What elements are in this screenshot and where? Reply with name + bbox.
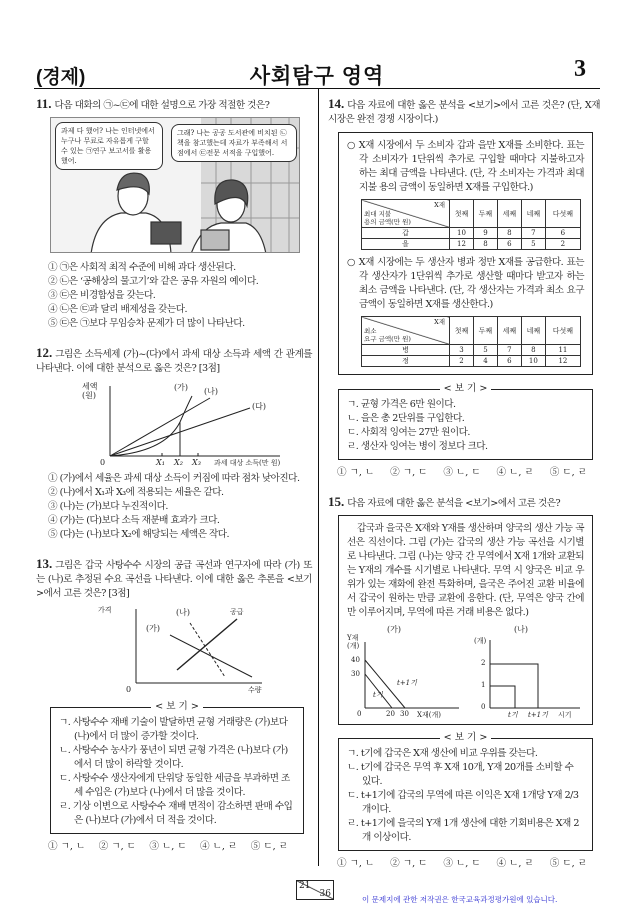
page-indicator (296, 880, 334, 900)
cartoon-illustration (50, 117, 300, 253)
question-13-choices (48, 840, 288, 854)
x-axis-label: 과세 대상 소득(만 원) (214, 459, 281, 467)
question-text: 다음 자료에 대한 옳은 분석을 <보기>에서 고른 것은? (단, X재 시장은 완전 경쟁 시장이다.) (328, 100, 600, 125)
column-header: 첫째 (450, 317, 474, 345)
choice-4[interactable]: ④ ㄴ, ㄹ (200, 841, 238, 852)
question-12-graph (80, 382, 300, 468)
cell: 7 (521, 228, 545, 239)
y-tick: 2 (481, 659, 486, 667)
cell: 8 (497, 228, 521, 239)
question-14-data-box (338, 132, 593, 375)
question-13-stem (36, 556, 312, 601)
curve-label: (다) (252, 402, 266, 411)
question-number: 14. (328, 96, 345, 111)
choice-2[interactable]: ② (나)에서 X₁과 X₃에 적용되는 세율은 같다. (48, 487, 224, 498)
choice-3[interactable]: ③ (나)는 (가)보다 누진적이다. (48, 501, 168, 512)
row-label: 을 (362, 239, 450, 250)
question-text: 다음 대화의 ㉠~㉢에 대한 설명으로 가장 적절한 것은? (54, 100, 270, 111)
x-tick: X₃ (192, 458, 201, 467)
cell: 9 (473, 228, 497, 239)
question-number: 12. (36, 345, 53, 360)
producer-table (361, 316, 581, 367)
y-tick: 30 (351, 670, 360, 678)
y-axis-label: 세액 (원) (82, 382, 98, 400)
copyright-notice: 이 문제지에 관한 저작권은 한국교육과정평가원에 있습니다. (362, 895, 558, 904)
question-number: 11. (36, 96, 52, 111)
curve-label: (나) (204, 387, 218, 396)
header-rule (34, 88, 600, 89)
producer-paragraph: ○ X재 시장에는 두 생산자 병과 정만 X재를 공급한다. 표는 각 생산자가 1단위씩 추가로 생산할 때마다 받고자 하는 최소 금액을 나타낸다. (단, 각 생산자는 가격과 최소 요구 금액이 동일하면 X재를 생산한다.) (347, 257, 584, 310)
corner-top: X재 (434, 201, 445, 209)
choice-1[interactable]: ① ㄱ, ㄴ (337, 467, 375, 478)
page-title: 사회탐구 영역 (249, 65, 385, 88)
x-axis-label: 시기 (558, 711, 572, 719)
choice-4[interactable]: ④ ㉡은 ㉢과 달리 배제성을 갖는다. (48, 304, 188, 315)
cell: 11 (545, 345, 580, 356)
question-14-choices (337, 466, 587, 480)
bogi-item: ㄴ. t기에 갑국은 무역 후 X재 10개, Y재 20개를 소비할 수 있다. (347, 762, 574, 787)
choice-1[interactable]: ① ㉠은 사회적 최적 수준에 비해 과다 생산된다. (48, 262, 236, 273)
column-header: 두째 (473, 317, 497, 345)
line-label: t기 (373, 691, 383, 699)
choice-5[interactable]: ⑤ ㄷ, ㄹ (549, 467, 587, 478)
table-row (362, 345, 581, 356)
x-tick: X₁ (156, 458, 165, 467)
question-text: 그림은 소득세제 (가)~(다)에서 과세 대상 소득과 세액 간 관계를 나타낸다. 이에 대한 분석으로 옳은 것은? [3점] (36, 349, 312, 374)
column-header: 다섯째 (545, 317, 580, 345)
x-axis-label: 수량 (248, 686, 262, 694)
y-tick: 1 (481, 681, 486, 689)
table-corner (362, 200, 450, 228)
question-13-bogi-box (50, 701, 304, 834)
question-15-choices (337, 857, 587, 871)
cell: 2 (545, 239, 580, 250)
total-pages: 36 (319, 889, 331, 899)
question-15-data-box (338, 515, 593, 725)
curve-label: (가) (174, 383, 188, 392)
question-number: 15. (328, 494, 345, 509)
origin-label: 0 (357, 710, 362, 718)
column-header: 첫째 (450, 200, 474, 228)
question-15-bogi-box (338, 732, 593, 851)
cell: 10 (521, 356, 545, 367)
bogi-title: < 보 기 > (440, 383, 492, 394)
choice-5[interactable]: ⑤ (다)는 (나)보다 X₂에 해당되는 세액은 작다. (48, 529, 230, 540)
choice-1[interactable]: ① (가)에서 세율은 과세 대상 소득이 커짐에 따라 점차 낮아진다. (48, 473, 300, 484)
graph-ga (347, 624, 467, 720)
x-axis-label: X재(개) (417, 711, 441, 719)
demand-na-line (190, 623, 225, 677)
ppc-lines (347, 624, 467, 720)
cell: 2 (450, 356, 474, 367)
question-number: 13. (36, 556, 53, 571)
cell: 6 (545, 228, 580, 239)
table-corner (362, 317, 450, 345)
scenario-paragraph: 갑국과 을국은 X재와 Y재를 생산하며 양국의 생산 가능 곡선은 직선이다. 그림 (가)는 갑국의 생산 가능 곡선을 시기별로 나타낸다. 그림 (나)는 양국 간 무역에서 X재 1개와 교환되는 Y재의 개수를 시기별로 나타낸다. 무역 시 양국은 비교 우위가 있는 재화에 완전 특화하며, 을국은 주어진 교환 비율에서 갑국이 원하는 만큼 교환에 응한다. (단, 무역은 양국 간에만 이루어지며, 무역에 따른 거래 비용은 없다.) (347, 523, 584, 618)
consumer-paragraph: ○ X재 시장에서 두 소비자 갑과 을만 X재를 소비한다. 표는 각 소비자가 1단위씩 추가로 구입할 때마다 지불하고자 하는 최대 금액을 나타낸다. (단, 각 소비자는 가격과 최대 지불 용의 금액이 동일하면 X재를 구입한다.) (347, 140, 584, 193)
choice-2[interactable]: ② ㉡은 ‘공해상의 물고기’와 같은 공유 자원의 예이다. (48, 276, 259, 287)
current-page: 21 (299, 881, 311, 891)
tax-curves (80, 382, 300, 468)
origin-label: 0 (126, 685, 132, 694)
choice-4[interactable]: ④ ㄴ, ㄹ (496, 467, 534, 478)
column-header: 다섯째 (545, 200, 580, 228)
right-column (328, 96, 600, 871)
y-axis-label: 가격 (98, 606, 112, 614)
choice-2[interactable]: ② ㄱ, ㄷ (98, 841, 136, 852)
choice-1[interactable]: ① ㄱ, ㄴ (337, 858, 375, 869)
cell: 8 (473, 239, 497, 250)
demand-b-label: (나) (176, 608, 190, 617)
speech-bubble-left: 과제 다 했어? 나는 인터넷에서 누구나 무료로 자유롭게 구할 수 있는 ㉠연구 보고서를 활용했어. (55, 122, 163, 170)
subject-label: (경제) (36, 67, 86, 88)
left-column (36, 96, 312, 854)
x-tick: 30 (400, 710, 409, 718)
graph-title: (가) (387, 625, 401, 634)
question-text: 다음 자료에 대한 옳은 분석을 <보기>에서 고른 것은? (347, 498, 561, 509)
question-11-choices (48, 261, 312, 331)
speech-bubble-right: 그래? 나는 공공 도서관에 비치된 ㉡책을 참고했는데 자료가 부족해서 서점에서 ㉢전문 서적을 구입했어. (171, 124, 297, 162)
choice-3[interactable]: ③ ㄴ, ㄷ (443, 467, 481, 478)
supply-label: 공급 (230, 608, 244, 616)
exchange-rate-bars (474, 624, 584, 720)
question-13-graph (98, 605, 272, 695)
supply-demand-lines (112, 605, 272, 695)
graph-na (474, 624, 584, 720)
cell: 7 (497, 345, 521, 356)
y-tick: 40 (351, 656, 360, 664)
table-row (362, 239, 581, 250)
question-15-stem (328, 494, 600, 511)
row-label: 갑 (362, 228, 450, 239)
column-header: 두째 (473, 200, 497, 228)
column-header: 네째 (521, 200, 545, 228)
column-header: 네째 (521, 317, 545, 345)
choice-5[interactable]: ⑤ ㄷ, ㄹ (250, 841, 288, 852)
y-tick: 0 (481, 703, 486, 711)
supply-line (177, 619, 237, 670)
column-header: 세째 (497, 317, 521, 345)
x-tick: X₂ (174, 458, 183, 467)
bogi-item: ㄴ. 사탕수수 농사가 풍년이 되면 균형 가격은 (나)보다 (가)에서 더 많이 하락할 것이다. (59, 745, 288, 770)
choice-3[interactable]: ③ ㄴ, ㄷ (443, 858, 481, 869)
table-row (362, 228, 581, 239)
bogi-item: ㄹ. 기상 이변으로 사탕수수 재배 면적이 감소하면 판매 수입은 (나)보다 (가)에서 더 적을 것이다. (59, 801, 293, 826)
corner-top: X재 (434, 318, 445, 326)
bogi-title: < 보 기 > (440, 732, 492, 743)
cell: 12 (450, 239, 474, 250)
column-divider (318, 88, 319, 866)
origin-label: 0 (100, 458, 106, 467)
x-tick: t기 (508, 711, 518, 719)
question-12-choices (48, 472, 312, 542)
bogi-item: ㄱ. 사탕수수 재배 기술이 발달하면 균형 거래량은 (가)보다 (나)에서 더 많이 증가할 것이다. (59, 717, 288, 742)
page-number: 3 (574, 56, 586, 82)
choice-2[interactable]: ② ㄱ, ㄷ (390, 858, 428, 869)
line-label: t+1기 (397, 679, 417, 687)
row-label: 병 (362, 345, 450, 356)
cell: 12 (545, 356, 580, 367)
question-14-stem (328, 96, 600, 127)
cell: 6 (497, 239, 521, 250)
question-14-bogi-box (338, 383, 593, 460)
question-12-stem (36, 345, 312, 376)
choice-5[interactable]: ⑤ ㉢은 ㉠보다 무임승차 문제가 더 많이 나타난다. (48, 318, 245, 329)
y-axis-label: (개) (474, 637, 487, 645)
graph-title: (나) (514, 625, 528, 634)
question-11-stem (36, 96, 312, 113)
choice-3[interactable]: ③ ㉢은 비경합성을 갖는다. (48, 290, 156, 301)
bogi-item: ㄷ. 사탕수수 생산자에게 단위당 동일한 세금을 부과하면 조세 수입은 (가)보다 (나)에서 더 많을 것이다. (59, 773, 290, 798)
x-tick: t+1기 (528, 711, 548, 719)
bogi-item: ㄴ. 을은 총 2단위를 구입한다. (347, 413, 465, 424)
bogi-item: ㄱ. 균형 가격은 6만 원이다. (347, 399, 456, 410)
rate-t (490, 686, 515, 708)
question-text: 그림은 갑국 사탕수수 시장의 공급 곡선과 연구자에 따라 (가) 또는 (나)로 추정된 수요 곡선을 나타낸다. 이에 대한 옳은 추론을 <보기>에서 고른 것은? [3점] (36, 560, 312, 599)
bogi-title: < 보 기 > (151, 701, 203, 712)
choice-2[interactable]: ② ㄱ, ㄷ (390, 467, 428, 478)
bogi-item: ㄷ. t+1기에 갑국의 무역에 따른 이익은 X재 1개당 Y재 2/3개이다. (347, 790, 579, 815)
bogi-item: ㄹ. t+1기에 을국의 Y재 1개 생산에 대한 기회비용은 X재 2개 이상이다. (347, 818, 579, 843)
y-axis-label: Y재 (개) (347, 634, 360, 650)
row-label: 정 (362, 356, 450, 367)
bogi-item: ㄹ. 생산자 잉여는 병이 정보다 크다. (347, 441, 488, 452)
choice-4[interactable]: ④ ㄴ, ㄹ (496, 858, 534, 869)
corner-bottom: 최대 지불 용의 금액(만 원) (364, 210, 411, 226)
choice-1[interactable]: ① ㄱ, ㄴ (48, 841, 86, 852)
column-header: 세째 (497, 200, 521, 228)
choice-3[interactable]: ③ ㄴ, ㄷ (149, 841, 187, 852)
cell: 5 (473, 345, 497, 356)
bogi-item: ㄱ. t기에 갑국은 X재 생산에 비교 우위를 갖는다. (347, 748, 538, 759)
bogi-item: ㄷ. 사회적 잉여는 27만 원이다. (347, 427, 470, 438)
cell: 3 (450, 345, 474, 356)
cell: 4 (473, 356, 497, 367)
cell: 5 (521, 239, 545, 250)
choice-4[interactable]: ④ (가)는 (다)보다 소득 재분배 효과가 크다. (48, 515, 220, 526)
cell: 10 (450, 228, 474, 239)
demand-a-label: (가) (146, 624, 160, 633)
x-tick: 20 (386, 710, 395, 718)
cell: 8 (521, 345, 545, 356)
consumer-table (361, 199, 581, 250)
table-row (362, 356, 581, 367)
corner-bottom: 최소 요구 금액(만 원) (364, 327, 411, 343)
cell: 6 (497, 356, 521, 367)
choice-5[interactable]: ⑤ ㄷ, ㄹ (549, 858, 587, 869)
